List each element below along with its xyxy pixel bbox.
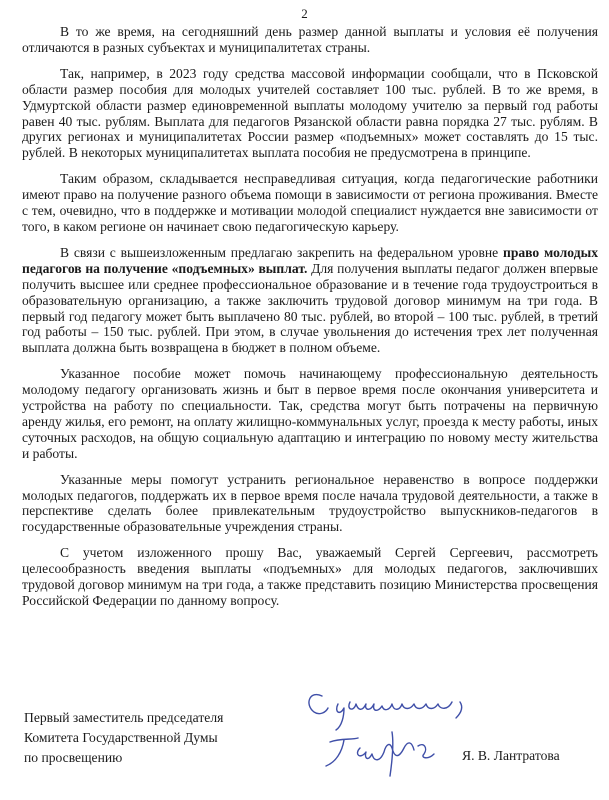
paragraph-6: Указанные меры помогут устранить региональное неравенство в вопросе поддержки молодых педагогов, поддержать их в первое время после начала трудовой деятельности, а также в перспективе сделать более привлекательным трудоустройство выпускников-педагогов в государственные образовательные учреждения страны. bbox=[22, 471, 598, 535]
paragraph-4-rest: Для получения выплаты педагог должен впервые получить высшее или среднее профессиональное образование и в течение года трудоустроиться в образовательную организацию, а также заключить трудовой договор минимум на три года. В первый год педагогу может быть выплачено 80 тыс. рублей, во второй – 100 тыс. рублей, в третий год работы – 150 тыс. рублей. При этом, в случае увольнения до истечения трех лет полученная выплата должна быть возвращена в бюджет в полном объеме. bbox=[22, 260, 598, 356]
paragraph-3: Таким образом, складывается несправедливая ситуация, когда педагогические работники имеют право на получение разного объема помощи в зависимости от региона проживания. Вместе с тем, очевидно, что в поддержке и мотивации молодой специалист нуждается вне зависимости от того, в каком регионе он начинает свою педагогическую карьеру. bbox=[22, 171, 598, 234]
signatory-title-line-3: по просвещению bbox=[24, 750, 123, 765]
paragraph-1: В то же время, на сегодняшний день размер данной выплаты и условия её получения отличаются в разных субъектах и муниципалитетах страны. bbox=[22, 24, 598, 55]
paragraph-4 bbox=[22, 245, 598, 356]
paragraph-5: Указанное пособие может помочь начинающему профессиональную деятельность молодому педагогу организовать жизнь и быт в первое время после окончания университета и устройства на работу по специальности. Так, средства могут быть потрачены на первичную аренду жилья, его ремонт, на оплату жилищно-коммунальных услуг, проезда к месту работы, иных суточных расходов, на общую социальную адаптацию и интеграцию по новому месту жительства и работы. bbox=[22, 366, 598, 461]
paragraph-7: С учетом изложенного прошу Вас, уважаемый Сергей Сергеевич, рассмотреть целесообразность введения выплаты «подъемных» для молодых педагогов, заключивших трудовой договор минимум на три года, а также представить позицию Министерства просвещения Российской Федерации по данному вопросу. bbox=[22, 545, 598, 608]
signatory-title-line-1: Первый заместитель председателя bbox=[24, 710, 224, 725]
letter-body bbox=[22, 24, 598, 619]
signatory-title-line-2: Комитета Государственной Думы bbox=[24, 730, 218, 745]
paragraph-4-bold: право молодых педагогов на получение «подъемных» выплат. bbox=[22, 244, 599, 276]
signatory-name: Я. В. Лантратова bbox=[462, 748, 560, 763]
paragraph-4-intro: В связи с вышеизложенным предлагаю закрепить на федеральном уровне bbox=[60, 244, 503, 260]
signatory-title bbox=[24, 708, 284, 768]
page-number: 2 bbox=[301, 6, 308, 21]
handwritten-signature bbox=[300, 682, 490, 782]
paragraph-2: Так, например, в 2023 году средства массовой информации сообщали, что в Псковской области размер пособия для молодых учителей составляет 100 тыс. рублей. В то же время, в Удмуртской области размер единовременной выплаты молодому учителю за первый год работы равен 40 тыс. рублям. Выплата для педагогов Рязанской области равна порядка 27 тыс. рублям. В других регионах и муниципалитетах России размер «подъемных» может составлять до 15 тыс. рублей. В некоторых муниципалитетах выплата пособия не предусмотрена в принципе. bbox=[22, 65, 598, 161]
